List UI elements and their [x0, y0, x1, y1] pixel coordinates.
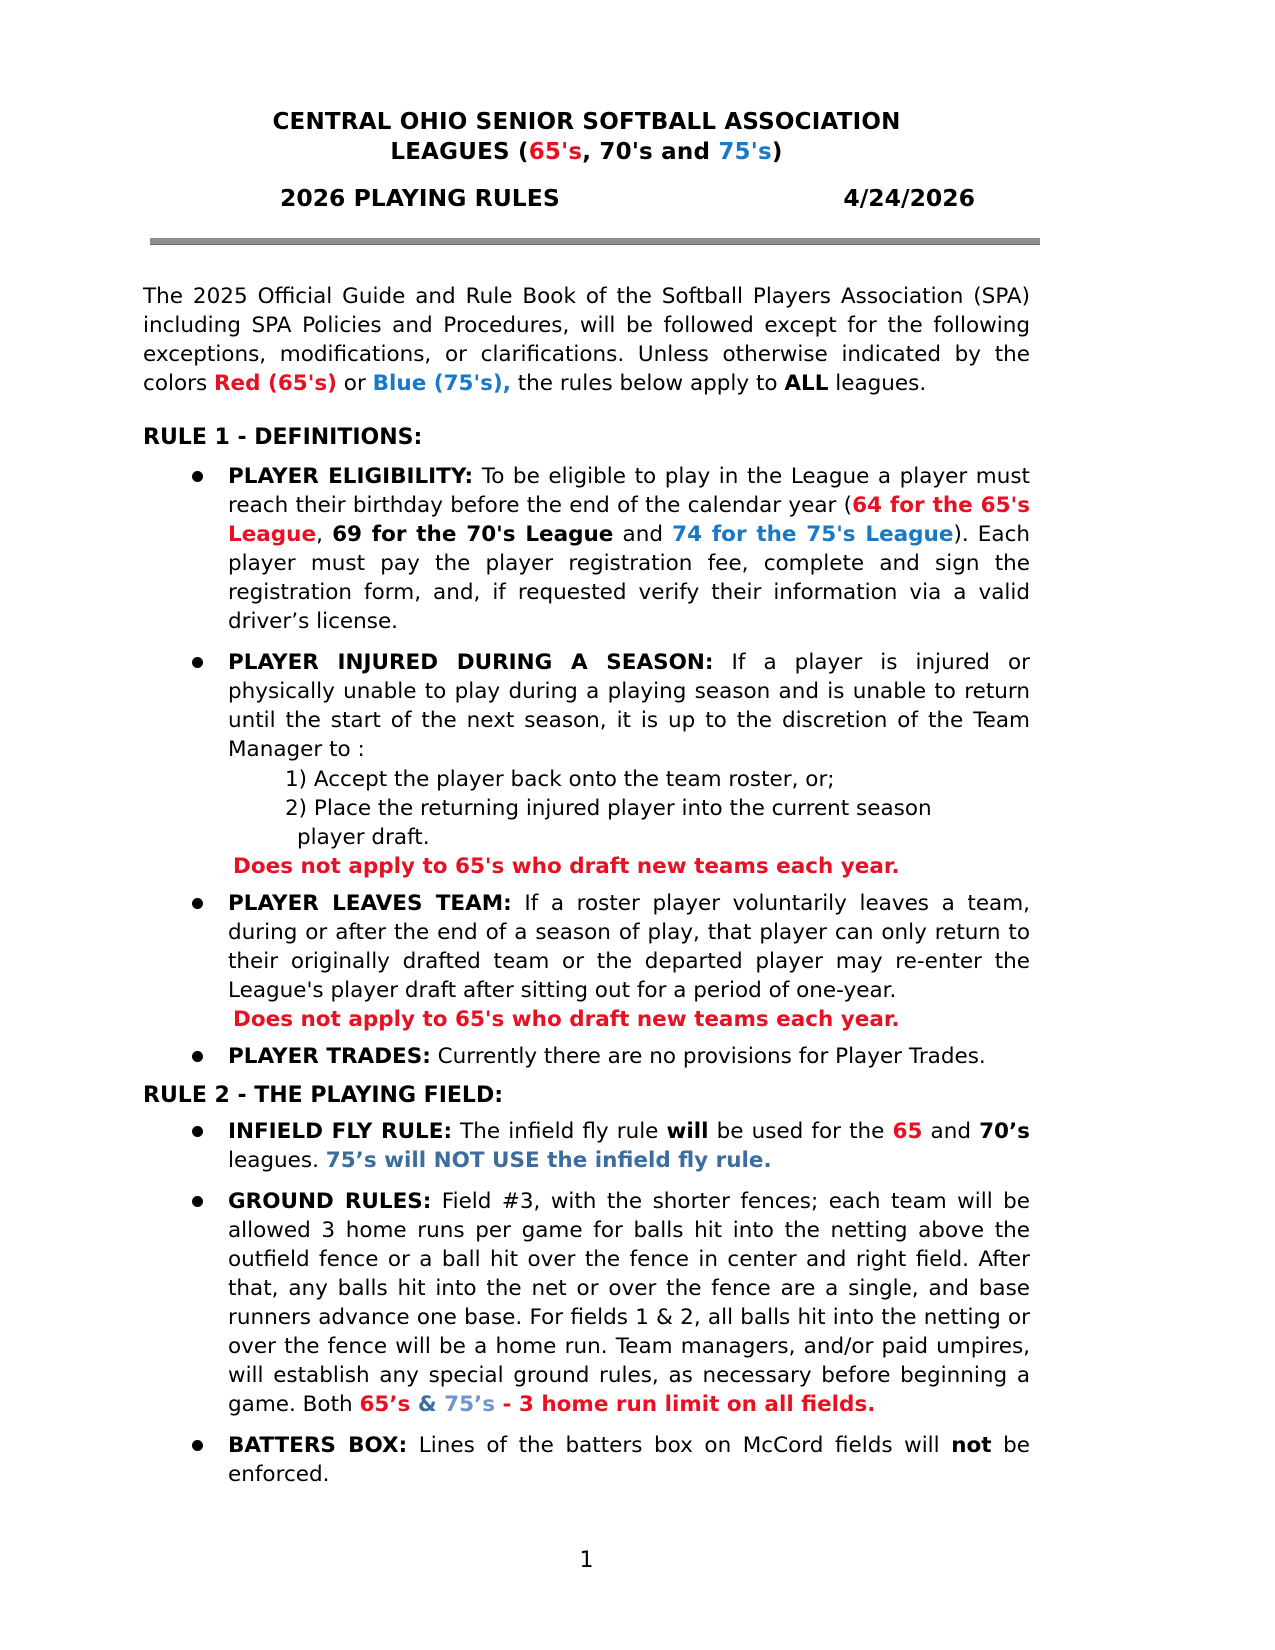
doc-title-line2: LEAGUES (65's, 70's and 75's): [390, 139, 783, 165]
sub-item-2: 2) Place the returning injured player into the current season player draft.: [285, 796, 932, 850]
bullet-player-eligibility: [143, 462, 1030, 636]
bullet-player-leaves-team: [143, 889, 1030, 1034]
page-number: 1: [579, 1548, 594, 1573]
doc-title-line1: CENTRAL OHIO SENIOR SOFTBALL ASSOCIATION: [272, 109, 901, 135]
bullet-text: INFIELD FLY RULE: The infield fly rule will be used for the 65 and 70’s leagues. 75’s will NOT USE the infield fly rule.: [228, 1119, 1030, 1173]
bullet-player-trades: [143, 1042, 1030, 1071]
bullet-ground-rules: [143, 1187, 1030, 1419]
subtitle-row: [143, 183, 1030, 213]
date-label: 4/24/2026: [843, 184, 975, 212]
bullet-text: BATTERS BOX: Lines of the batters box on McCord fields will not be enforced.: [228, 1433, 1031, 1487]
rule-2-bullet-list: [143, 1117, 1030, 1489]
bullet-player-injured: [143, 648, 1030, 881]
page-title: 2026 PLAYING RULES: [280, 184, 560, 212]
bullet-text: GROUND RULES: Field #3, with the shorter fences; each team will be allowed 3 home runs per game for balls hit into the netting above the outfield fence or a ball hit over the fence in center and right field. After that, any balls hit into the net or over the fence are a single, and base runners advance one base. For fields 1 & 2, all balls hit into the netting or over the fence will be a home run. Team managers, and/or paid umpires, will establish any special ground rules, as necessary before beginning a game. Both 65’s & 75’s - 3 home run limit on all fields.: [228, 1189, 1031, 1417]
rule-1-bullet-list: [143, 462, 1030, 1071]
bullet-text: PLAYER TRADES: Currently there are no provisions for Player Trades.: [228, 1044, 986, 1069]
divider-bar: [150, 238, 1040, 245]
document-header: [143, 107, 1030, 245]
bullet-icon: [192, 1126, 203, 1137]
bullet-icon: [192, 471, 203, 482]
bullet-icon: [192, 898, 203, 909]
bullet-icon: [192, 657, 203, 668]
intro-paragraph: The 2025 Official Guide and Rule Book of the Softball Players Association (SPA) including SPA Policies and Procedures, will be followed except for the following exceptions, modifications, or clarifications. Unless otherwise indicated by the colors Red (65's) or Blue (75's), the rules below apply to ALL leagues.: [143, 284, 1030, 396]
bullet-text: PLAYER ELIGIBILITY: To be eligible to play in the League a player must reach their birthday before the end of the calendar year (64 for the 65's League, 69 for the 70's League and 74 for the 75's League). Each player must pay the player registration fee, complete and sign the registration form, and, if requested verify their information via a valid driver’s license.: [228, 464, 1031, 634]
bullet-batters-box: [143, 1431, 1030, 1489]
red-note: Does not apply to 65's who draft new teams each year.: [233, 854, 900, 879]
section-heading-rule-2: RULE 2 - THE PLAYING FIELD:: [143, 1083, 504, 1108]
bullet-icon: [192, 1051, 203, 1062]
red-note: Does not apply to 65's who draft new teams each year.: [233, 1007, 900, 1032]
section-heading-rule-1: RULE 1 - DEFINITIONS:: [143, 425, 423, 450]
bullet-infield-fly-rule: [143, 1117, 1030, 1175]
sub-item-1: 1) Accept the player back onto the team roster, or;: [285, 767, 835, 792]
bullet-text: PLAYER LEAVES TEAM: If a roster player voluntarily leaves a team, during or after the end of a season of play, that player can only return to their originally drafted team or the departed player may re-enter the League's player draft after sitting out for a period of one-year.: [228, 891, 1030, 1003]
bullet-text: PLAYER INJURED DURING A SEASON: If a player is injured or physically unable to play during a playing season and is unable to return until the start of the next season, it is up to the discretion of the Team Manager to :: [228, 650, 1030, 762]
bullet-icon: [192, 1196, 203, 1207]
bullet-icon: [192, 1440, 203, 1451]
numbered-sub-list: [285, 765, 975, 852]
